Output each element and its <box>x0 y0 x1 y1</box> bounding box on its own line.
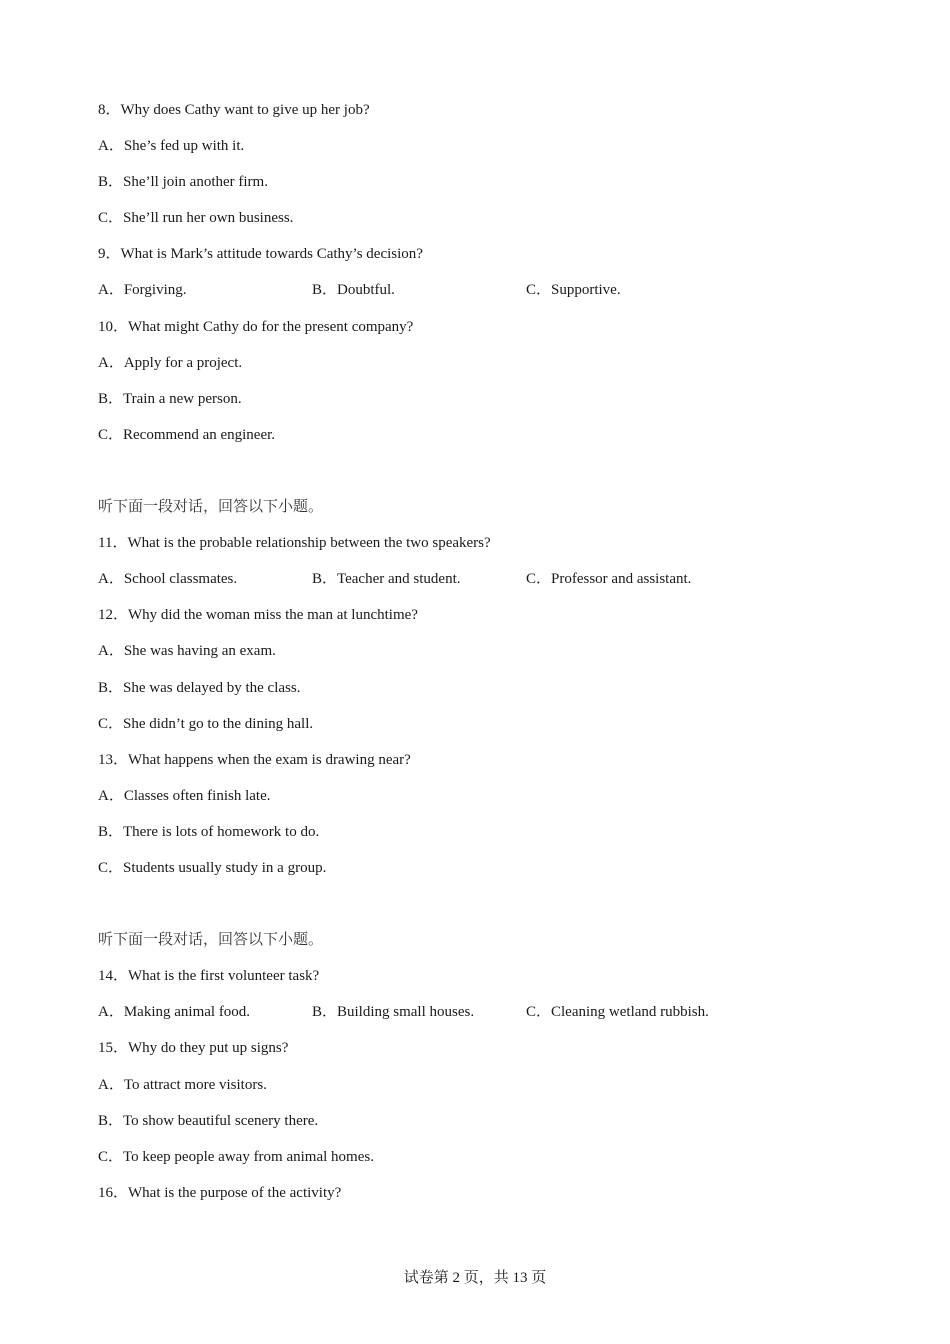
option-9a: A．Forgiving. <box>98 282 187 299</box>
option-8c: C．She’ll run her own business. <box>98 210 294 227</box>
section-instruction-2: 听下面一段对话，回答以下小题。 <box>98 932 324 949</box>
option-10b: B．Train a new person. <box>98 390 242 407</box>
option-10c: C．Recommend an engineer. <box>98 426 276 443</box>
option-11b: B．Teacher and student. <box>312 571 461 588</box>
option-14a: A．Making animal food. <box>98 1004 251 1021</box>
option-11c: C．Professor and assistant. <box>526 571 692 588</box>
spacer <box>98 459 878 495</box>
option-12b: B．She was delayed by the class. <box>98 679 301 696</box>
question-12: 12．Why did the woman miss the man at lunchtime? <box>98 607 418 624</box>
option-9b: B．Doubtful. <box>312 282 395 299</box>
question-15: 15．Why do they put up signs? <box>98 1040 289 1057</box>
section-instruction-1: 听下面一段对话，回答以下小题。 <box>98 499 324 516</box>
question-9: 9．What is Mark’s attitude towards Cathy’s decision? <box>98 246 423 263</box>
question-16: 16．What is the purpose of the activity? <box>98 1184 342 1201</box>
option-12c: C．She didn’t go to the dining hall. <box>98 715 314 732</box>
question-11: 11．What is the probable relationship between the two speakers? <box>98 535 491 552</box>
question-10: 10．What might Cathy do for the present company? <box>98 318 414 335</box>
option-14b: B．Building small houses. <box>312 1004 475 1021</box>
option-15b: B．To show beautiful scenery there. <box>98 1112 319 1129</box>
spacer <box>98 892 878 928</box>
option-11a: A．School classmates. <box>98 571 238 588</box>
option-10a: A．Apply for a project. <box>98 354 243 371</box>
question-list <box>98 98 878 1217</box>
options-row-9 <box>98 278 878 314</box>
question-8: 8．Why does Cathy want to give up her job? <box>98 102 370 118</box>
option-13b: B．There is lots of homework to do. <box>98 823 320 840</box>
option-15a: A．To attract more visitors. <box>98 1076 267 1093</box>
option-8a: A．She’s fed up with it. <box>98 138 245 155</box>
option-14c: C．Cleaning wetland rubbish. <box>526 1004 709 1021</box>
options-row-11 <box>98 567 878 603</box>
option-12a: A．She was having an exam. <box>98 643 276 660</box>
options-row-14 <box>98 1000 878 1036</box>
question-13: 13．What happens when the exam is drawing near? <box>98 751 411 768</box>
option-15c: C．To keep people away from animal homes. <box>98 1148 374 1165</box>
question-14: 14．What is the first volunteer task? <box>98 968 320 985</box>
option-8b: B．She’ll join another firm. <box>98 174 268 191</box>
option-9c: C．Supportive. <box>526 282 621 299</box>
page-footer: 试卷第 2 页，共 13 页 <box>403 1270 547 1286</box>
option-13a: A．Classes often finish late. <box>98 787 271 804</box>
option-13c: C．Students usually study in a group. <box>98 859 327 876</box>
